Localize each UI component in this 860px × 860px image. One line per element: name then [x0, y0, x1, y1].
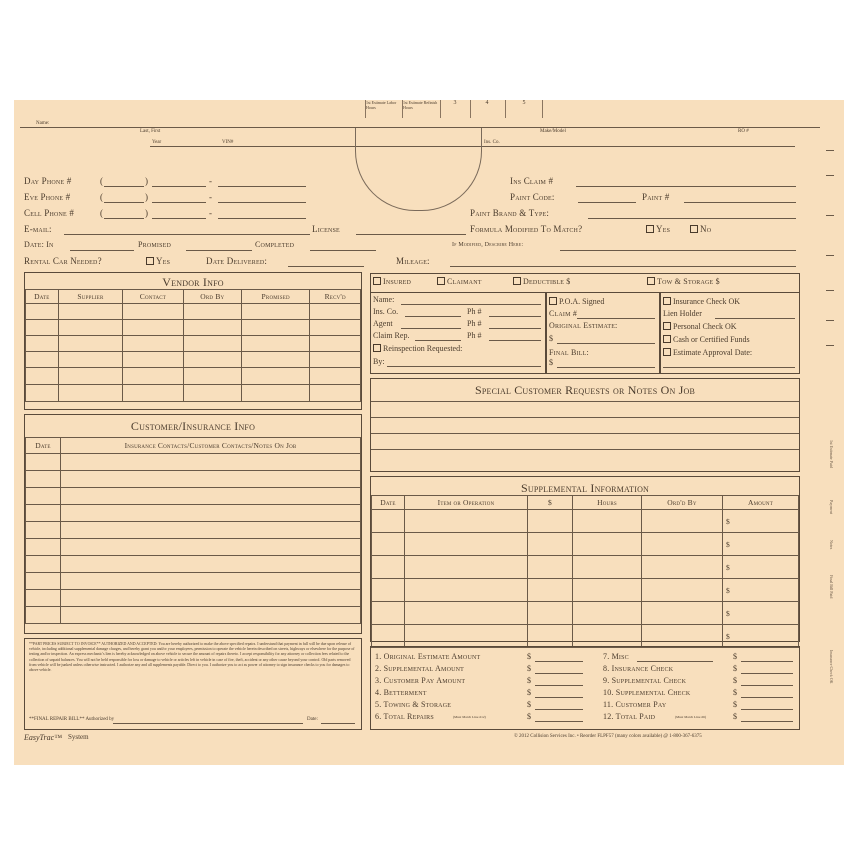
payment-status-box [660, 292, 800, 374]
total-line-10: 10. Supplemental Check [603, 688, 691, 697]
side-label-4: Final Bill Paid [829, 575, 834, 599]
tab-5: 5 [505, 100, 543, 118]
rental-yes-checkbox[interactable] [146, 257, 154, 265]
special-requests-title: Special Customer Requests or Notes On Job [474, 383, 696, 397]
total-line-11: 11. Customer Pay [603, 700, 667, 709]
customer-insurance-table [25, 437, 361, 624]
totals-box: 1. Original Estimate Amount 2. Supplemental Amount 3. Customer Pay Amount 4. Betterment 5. Towing & Storage 6. Total Repairs (Must Match Line #12) $ $ $ $ $ $ 7. Misc 8. Insurance Check 9. Supplemental Check 10. Supplemental Check 11. Customer Pay 12. Total Paid (Must Match Line #6) $ $ $ $ $ $ [370, 646, 800, 730]
final-bill-label: Final Bill: [549, 348, 589, 357]
tab-ins-co: Ins. Co. [484, 140, 500, 145]
personal-check-ok[interactable]: Personal Check OK [663, 322, 737, 331]
authorization-text: **PART PRICES SUBJECT TO INVOICE** AUTHORIZED AND ACCEPTED: You are hereby authorized to make the above specified repairs. I understand that payment in full will be due upon release of vehicle, including additional supplemental damage charges, and hereby grant you and/or your employees, permission to operate the vehicle herein described on streets, highways or elsewhere for the purpose of testing and/or inspection. An express mechanic's lien is hereby acknowledged on above vehicle to secure the amount of repairs thereto. I accept responsibility for any attorney or collection fees related to the collection of unpaid balances. You will not be held responsible for loss or damage to vehicle or articles left in vehicle in case of fire, theft, accident or any other cause beyond your control. Old parts removed from vehicle will be junked unless otherwise instructed. I authorize any and all supplements payable. Direct to you. I authorize you to act as power of attorney to sign insurance checks to you for damages to above vehicle. [29, 642, 355, 673]
final-bill-dollar: $ [549, 358, 553, 367]
side-label-2: Payment [829, 500, 834, 514]
rental-label: Rental Car Needed? [24, 256, 102, 266]
final-bill-date: Date: [307, 717, 318, 722]
claim-rep-label: Claim Rep. [373, 331, 410, 340]
paint-brand-label: Paint Brand & Type: [470, 208, 550, 218]
eve-phone-label: Eve Phone # [24, 192, 71, 202]
total-line-7: 7. Misc [603, 652, 629, 661]
date-delivered-label: Date Delivered: [206, 256, 268, 266]
tab-name-label: Name: [36, 121, 50, 126]
special-requests-section [370, 378, 800, 472]
ins-claim-label: Ins Claim # [510, 176, 554, 186]
paint-num-label: Paint # [642, 192, 670, 202]
cell-phone-label: Cell Phone # [24, 208, 75, 218]
promised-label: Promised [138, 240, 172, 249]
tow-storage-checkbox[interactable] [647, 277, 655, 285]
vendor-col-ordby: Ord By [183, 290, 241, 304]
rental-yes[interactable]: Yes [146, 256, 170, 266]
total-line-9: 9. Supplemental Check [603, 676, 687, 685]
authorization-box [24, 638, 362, 730]
claimant-check[interactable]: Claimant [437, 277, 482, 286]
orig-est-label: Original Estimate: [549, 321, 618, 330]
ins-check-ok[interactable]: Insurance Check OK [663, 297, 740, 306]
copyright: © 2012 Collision Services Inc. • Reorder FLPF57 (many colors available) @ 1-800-367-6375 [514, 734, 702, 739]
orig-est-dollar: $ [549, 334, 553, 343]
est-approval-checkbox[interactable] [663, 348, 671, 356]
side-label-5: Insurance Check OK [829, 650, 834, 684]
insured-check[interactable]: Insured [373, 277, 411, 286]
tab-vin: VIN# [222, 140, 234, 145]
supp-col-ordby: Ord'd By [642, 496, 723, 510]
supp-col-date: Date [372, 496, 405, 510]
supp-col-dollar: $ [528, 496, 573, 510]
vendor-info-title: Vendor Info [162, 275, 224, 289]
tab-last-first: Last, First [140, 129, 161, 134]
supp-col-item: Item or Operation [405, 496, 528, 510]
tab-1st-est-labor: 1st Estimate Labor Hours [365, 100, 402, 118]
if-modified-label: If Modified, Describe Here: [452, 242, 524, 248]
easytrac-logo: EasyTrac™ [24, 733, 63, 742]
tab-make-model: Make/Model [540, 129, 566, 134]
supplemental-title: Supplemental Information [520, 481, 650, 495]
ins-co-label: Ins. Co. [373, 307, 399, 316]
ins-name-label: Name: [373, 295, 395, 304]
supp-col-amount: Amount [723, 496, 799, 510]
vendor-col-supplier: Supplier [58, 290, 122, 304]
vendor-table [25, 289, 361, 402]
formula-no-checkbox[interactable] [690, 225, 698, 233]
final-bill-auth: **FINAL REPAIR BILL** Authorized by [29, 717, 115, 722]
vendor-col-contact: Contact [123, 290, 183, 304]
mileage-label: Mileage: [396, 256, 430, 266]
claim-status-box [546, 292, 660, 374]
supplemental-table: Date Item or Operation $ Hours Ord'd By Amount $ $ $ $ $ $ [371, 495, 799, 648]
total-line-2: 2. Supplemental Amount [375, 664, 465, 673]
date-in-label: Date: In [24, 240, 54, 249]
supp-col-hours: Hours [573, 496, 642, 510]
formula-no[interactable]: No [690, 224, 711, 234]
total-line-12-note: (Must Match Line #6) [675, 715, 707, 719]
insured-checkbox[interactable] [373, 277, 381, 285]
formula-label: Formula Modified To Match? [470, 224, 583, 234]
deductible-checkbox[interactable] [513, 277, 521, 285]
est-approval[interactable]: Estimate Approval Date: [663, 348, 752, 357]
total-line-6-note: (Must Match Line #12) [453, 715, 486, 719]
cash-certified[interactable]: Cash or Certified Funds [663, 335, 750, 344]
claim-num-label: Claim # [549, 309, 578, 318]
total-line-12: 12. Total Paid [603, 712, 656, 721]
total-line-1: 1. Original Estimate Amount [375, 652, 481, 661]
ci-col-date: Date [26, 438, 61, 454]
completed-label: Completed [255, 240, 295, 249]
party-checks-row [370, 273, 800, 293]
poa-check[interactable]: P.O.A. Signed [549, 297, 604, 306]
tow-storage-check[interactable]: Tow & Storage $ [647, 277, 720, 286]
cash-certified-checkbox[interactable] [663, 335, 671, 343]
customer-insurance-title: Customer/Insurance Info [130, 419, 256, 433]
agent-ph-label: Ph # [467, 319, 482, 328]
ins-ph-label: Ph # [467, 307, 482, 316]
total-line-5: 5. Towing & Storage [375, 700, 452, 709]
reinspection-check[interactable]: Reinspection Requested: [373, 344, 462, 353]
easytrac-system: System [68, 733, 89, 741]
ins-check-ok-checkbox[interactable] [663, 297, 671, 305]
agent-label: Agent [373, 319, 393, 328]
formula-yes[interactable]: Yes [646, 224, 670, 234]
personal-check-checkbox[interactable] [663, 322, 671, 330]
formula-yes-checkbox[interactable] [646, 225, 654, 233]
paint-code-label: Paint Code: [510, 192, 555, 202]
email-label: E-mail: [24, 224, 52, 234]
tab-1st-est-refinish: 1st Estimate Refinish Hours [402, 100, 439, 118]
reinspection-checkbox[interactable] [373, 344, 381, 352]
tab-4: 4 [470, 100, 503, 118]
total-line-4: 4. Betterment [375, 688, 427, 697]
claim-rep-ph-label: Ph # [467, 331, 482, 340]
poa-checkbox[interactable] [549, 297, 557, 305]
insurance-details-box [370, 292, 546, 374]
side-label-1: 1st Estimate Paid [829, 440, 834, 468]
total-line-3: 3. Customer Pay Amount [375, 676, 466, 685]
vendor-col-date: Date [26, 290, 59, 304]
tab-3: 3 [440, 100, 469, 118]
lien-holder-label: Lien Holder [663, 309, 702, 318]
claimant-checkbox[interactable] [437, 277, 445, 285]
license-label: License [312, 224, 340, 234]
vendor-col-recvd: Recv'd [310, 290, 361, 304]
tab-ro: RO # [738, 129, 749, 134]
tab-year: Year [152, 140, 162, 145]
day-phone-label: Day Phone # [24, 176, 72, 186]
total-line-8: 8. Insurance Check [603, 664, 674, 673]
vendor-col-promised: Promised [241, 290, 309, 304]
reinspection-by-label: By: [373, 357, 385, 366]
total-line-6: 6. Total Repairs [375, 712, 434, 721]
deductible-check[interactable]: Deductible $ [513, 277, 571, 286]
side-label-3: Notes [829, 540, 834, 550]
ci-col-notes: Insurance Contacts/Customer Contacts/Notes On Job [61, 438, 361, 454]
